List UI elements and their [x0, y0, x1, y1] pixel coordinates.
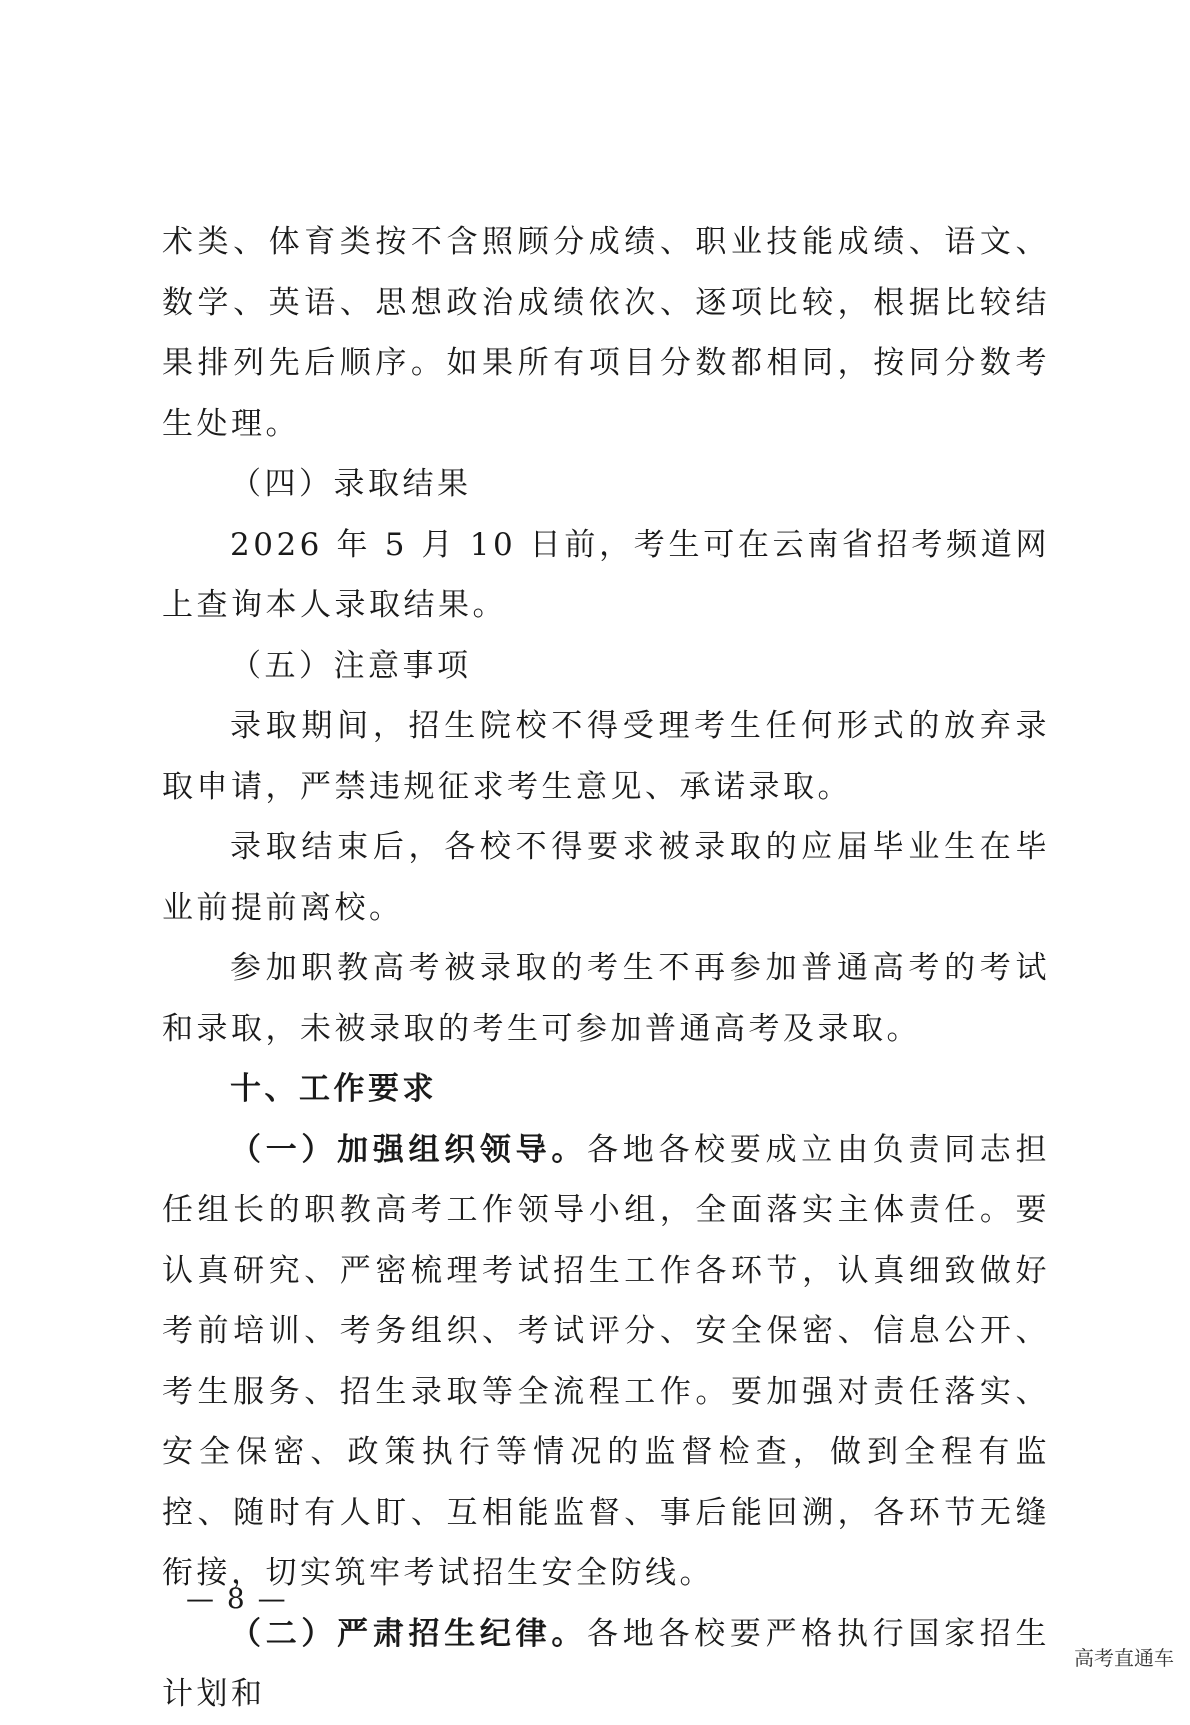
- paragraph-gaokao-relation: 参加职教高考被录取的考生不再参加普通高考的考试和录取，未被录取的考生可参加普通高考及录取。: [162, 950, 1050, 1047]
- paragraph-results-query: 2026 年 5 月 10 日前，考生可在云南省招考频道网上查询本人录取结果。: [162, 526, 1050, 623]
- heading-admission-results: （四）录取结果: [230, 466, 472, 502]
- text-discipline: 各地各校要严格执行国家招生计划和: [162, 1615, 1051, 1712]
- paragraph-no-waiver: 录取期间，招生院校不得受理考生任何形式的放弃录取申请，严禁违规征求考生意见、承诺录取。: [162, 708, 1050, 805]
- paragraph-tiebreak-rule: 术类、体育类按不含照顾分成绩、职业技能成绩、语文、数学、英语、思想政治成绩依次、逐项比较，根据比较结果排列先后顺序。如果所有项目分数都相同，按同分数考生处理。: [162, 224, 1050, 442]
- paragraph-organization: [162, 1120, 1050, 1604]
- body-text: [162, 212, 1050, 1725]
- lead-discipline: （二）严肃招生纪律。: [230, 1615, 588, 1652]
- heading-notes: （五）注意事项: [230, 647, 472, 684]
- lead-organization: （一）加强组织领导。: [230, 1131, 588, 1168]
- paragraph-no-early-leave: 录取结束后，各校不得要求被录取的应届毕业生在毕业前提前离校。: [162, 829, 1050, 926]
- text-organization: 各地各校要成立由负责同志担任组长的职教高考工作领导小组，全面落实主体责任。要认真研究、严密梳理考试招生工作各环节，认真细致做好考前培训、考务组织、考试评分、安全保密、信息公开、考生服务、招生录取等全流程工作。要加强对责任落实、安全保密、政策执行等情况的监督检查，做到全程有监控、随时有人盯、互相能监督、事后能回溯，各环节无缝衔接，切实筑牢考试招生安全防线。: [162, 1131, 1051, 1591]
- watermark-logo: 高考直通车: [1074, 1646, 1174, 1670]
- heading-work-requirements: 十、工作要求: [230, 1071, 437, 1107]
- page-number: — 8 —: [186, 1582, 288, 1615]
- paragraph-discipline: [162, 1604, 1050, 1725]
